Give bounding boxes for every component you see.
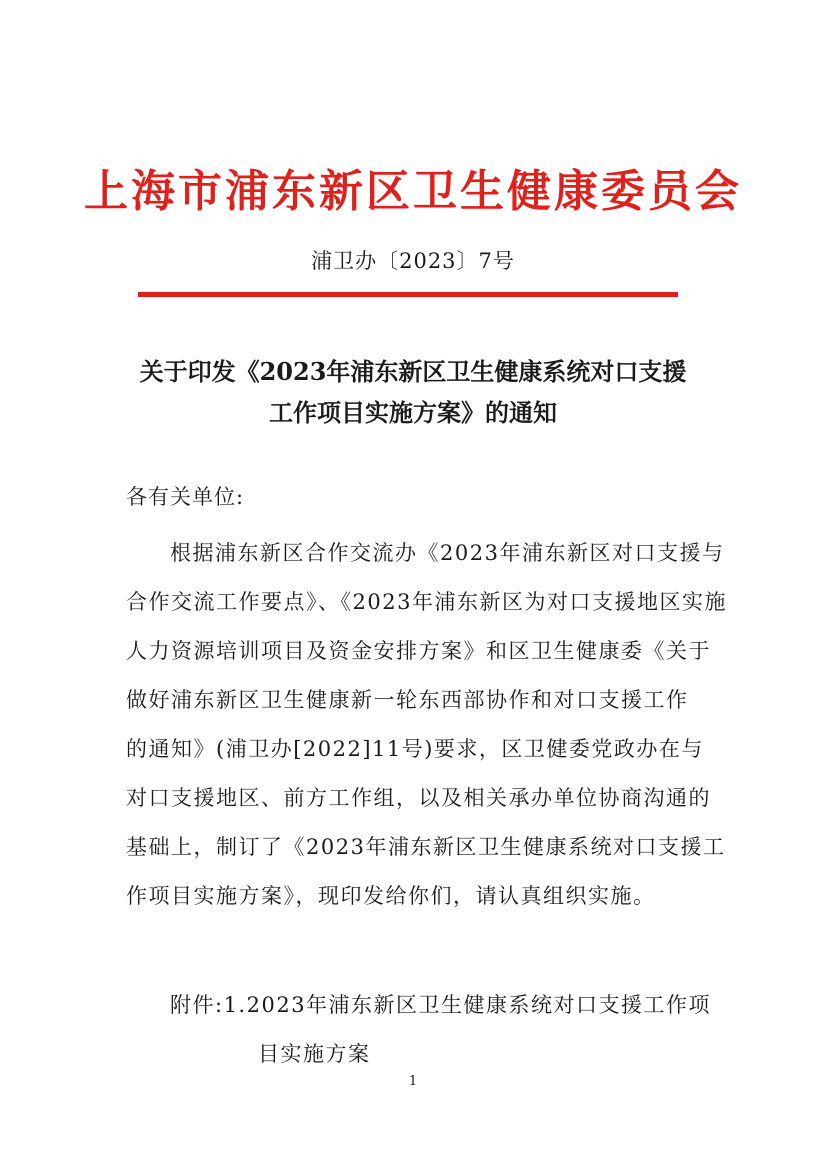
issuing-organization-title: 上海市浦东新区卫生健康委员会 xyxy=(84,166,742,217)
body-line: 根据浦东新区合作交流办《2023年浦东新区对口支援与 xyxy=(170,541,725,565)
attachment-line-2: 目实施方案 xyxy=(258,1042,371,1066)
body-line: 人力资源培训项目及资金安排方案》和区卫生健康委《关于 xyxy=(126,639,711,663)
red-divider-line xyxy=(138,292,678,297)
addressee: 各有关单位: xyxy=(126,485,245,509)
body-line: 的通知》(浦卫办[2022]11号)要求，区卫健委党政办在与 xyxy=(126,737,704,761)
body-line: 对口支援地区、前方工作组，以及相关承办单位协商沟通的 xyxy=(126,786,711,810)
notice-title-line-2: 工作项目实施方案》的通知 xyxy=(269,398,557,427)
body-line: 合作交流工作要点》、《2023年浦东新区为对口支援地区实施 xyxy=(126,590,727,614)
notice-title-line-1: 关于印发《2023年浦东新区卫生健康系统对口支援 xyxy=(139,357,687,386)
attachment-line-1: 附件:1.2023年浦东新区卫生健康系统对口支援工作项 xyxy=(170,993,712,1017)
body-line: 作项目实施方案》，现印发给你们，请认真组织实施。 xyxy=(126,884,656,908)
body-line: 基础上，制订了《2023年浦东新区卫生健康系统对口支援工 xyxy=(126,835,726,859)
body-line: 做好浦东新区卫生健康新一轮东西部协作和对口支援工作 xyxy=(126,688,689,712)
document-number: 浦卫办〔2023〕7号 xyxy=(311,249,515,273)
page-number: 1 xyxy=(408,1074,418,1089)
